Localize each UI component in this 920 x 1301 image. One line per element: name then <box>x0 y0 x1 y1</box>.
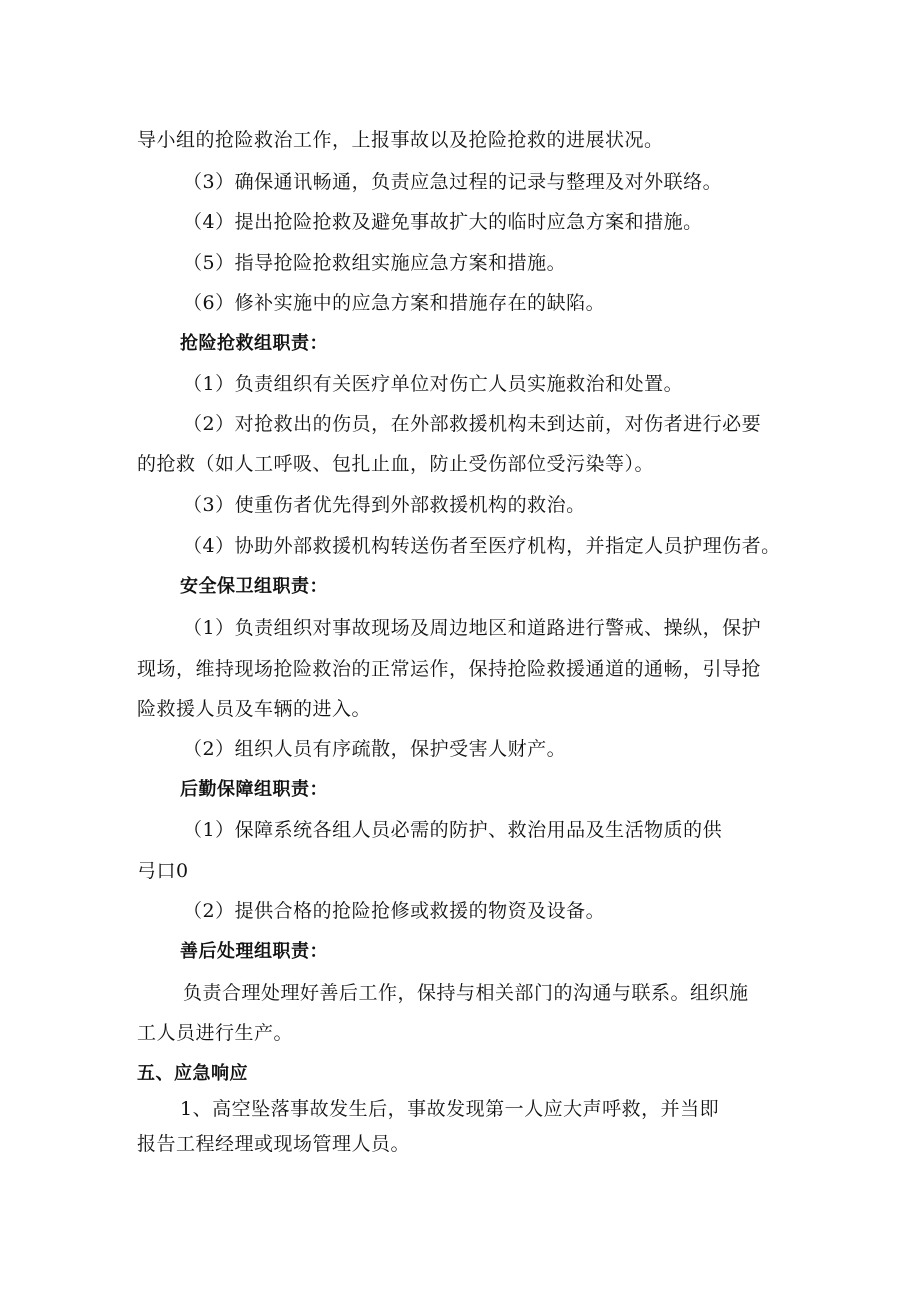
section-heading-logistics-group: 后勤保障组职责： <box>180 779 328 800</box>
list-item-2: （2）提供合格的抢险抢修或救援的物资及设备。 <box>183 900 606 922</box>
section-heading-aftermath-group: 善后处理组职责： <box>180 941 328 962</box>
list-item-1: （1）负责组织对事故现场及周边地区和道路进行警戒、操纵，保护 <box>183 617 762 639</box>
section-heading-rescue-group: 抢险抢救组职责： <box>180 333 328 354</box>
list-item-6: （6）修补实施中的应急方案和措施存在的缺陷。 <box>183 292 606 314</box>
list-item-5: （5）指导抢险抢救组实施应急方案和措施。 <box>183 252 567 274</box>
paragraph-line: 导小组的抢险救治工作，上报事故以及抢险抢救的进展状况。 <box>137 129 664 151</box>
list-item-3: （3）确保通讯畅通，负责应急过程的记录与整理及对外联络。 <box>183 171 723 193</box>
paragraph-line: 工人员进行生产。 <box>137 1022 294 1044</box>
list-item-2: （2）组织人员有序疏散，保护受害人财产。 <box>183 738 567 760</box>
list-item-1: （1）负责组织有关医疗单位对伤亡人员实施救治和处置。 <box>183 373 684 395</box>
paragraph-line: 弓口0 <box>137 860 189 882</box>
list-item-4: （4）提出抢险抢救及避免事故扩大的临时应急方案和措施。 <box>183 211 703 233</box>
list-item-3: （3）使重伤者优先得到外部救援机构的救治。 <box>183 494 586 516</box>
paragraph-line: 险救援人员及车辆的进入。 <box>137 698 372 720</box>
paragraph-line: 1、高空坠落事故发生后，事故发现第一人应大声呼救，并当即 <box>180 1098 720 1120</box>
chapter-heading-emergency-response: 五、应急响应 <box>137 1063 248 1084</box>
paragraph-line: 负责合理处理好善后工作，保持与相关部门的沟通与联系。组织施 <box>183 982 749 1004</box>
paragraph-line: 报告工程经理或现场管理人员。 <box>137 1133 411 1155</box>
list-item-1: （1）保障系统各组人员必需的防护、救治用品及生活物质的供 <box>183 819 723 841</box>
list-item-4: （4）协助外部救援机构转送伤者至医疗机构，并指定人员护理伤者。 <box>183 535 781 557</box>
section-heading-security-group: 安全保卫组职责： <box>180 576 328 597</box>
paragraph-line: 的抢救（如人工呼吸、包扎止血，防止受伤部位受污染等）。 <box>137 453 655 475</box>
list-item-2: （2）对抢救出的伤员，在外部救援机构未到达前，对伤者进行必要 <box>183 413 762 435</box>
paragraph-line: 现场，维持现场抢险救治的正常运作，保持抢险救援通道的通畅，引导抢 <box>137 658 762 680</box>
